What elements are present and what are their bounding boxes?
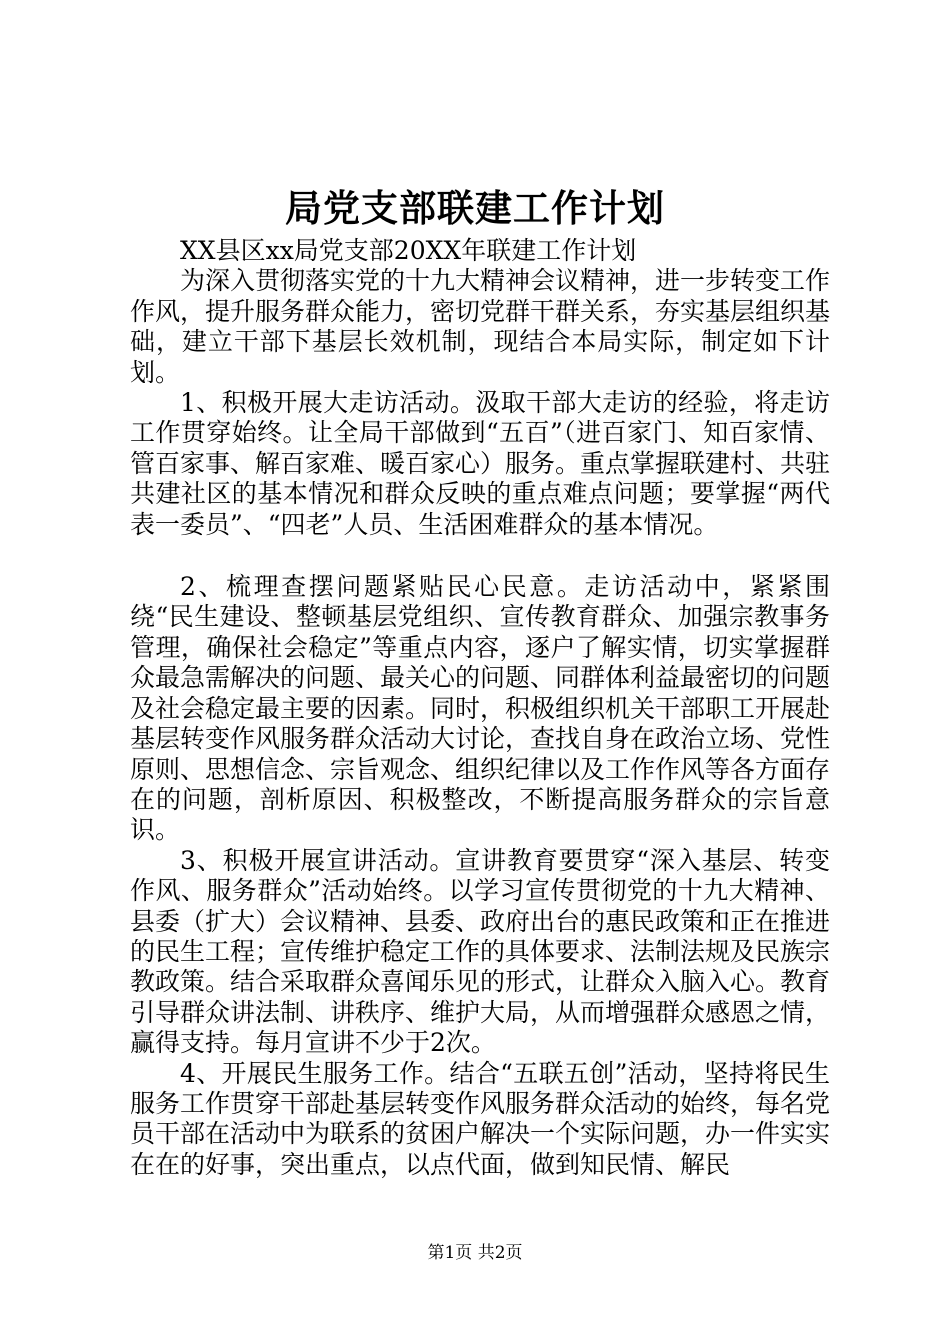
paragraph-item-2: 2、梳理查摆问题紧贴民心民意。走访活动中，紧紧围绕“民生建设、整顿基层党组织、宣传教育群众、加强宗教事务管理，确保社会稳定”等重点内容，逐户了解实情，切实掌握群众最急需解决的问题、最关心的问题、同群体利益最密切的问题及社会稳定最主要的因素。同时，积极组织机关干部职工开展赴基层转变作风服务群众活动大讨论，查找自身在政治立场、党性原则、思想信念、宗旨观念、组织纪律以及工作作风等各方面存在的问题，剖析原因、积极整改，不断提高服务群众的宗旨意识。 [130, 572, 831, 845]
document-subtitle: XX县区xx局党支部20XX年联建工作计划 [180, 236, 637, 265]
paragraph-item-4: 4、开展民生服务工作。结合“五联五创”活动，坚持将民生服务工作贯穿干部赴基层转变作风服务群众活动的始终，每名党员干部在活动中为联系的贫困户解决一个实际问题，办一件实实在在的好事，突出重点，以点代面，做到知民情、解民 [130, 1058, 831, 1179]
document-title: 局党支部联建工作计划 [285, 186, 665, 230]
page-number-footer: 第1页 共2页 [427, 1243, 523, 1263]
paragraph-item-1: 1、积极开展大走访活动。汲取干部大走访的经验，将走访工作贯穿始终。让全局干部做到“五百”（进百家门、知百家情、管百家事、解百家难、暖百家心）服务。重点掌握联建村、共驻共建社区的基本情况和群众反映的重点难点问题；要掌握“两代表一委员”、“四老”人员、生活困难群众的基本情况。 [130, 388, 831, 539]
paragraph-spacer [130, 540, 830, 572]
paragraph-intro: 为深入贯彻落实党的十九大精神会议精神，进一步转变工作作风，提升服务群众能力，密切党群干群关系，夯实基层组织基础，建立干部下基层长效机制，现结合本局实际，制定如下计划。 [130, 266, 831, 387]
paragraph-item-3: 3、积极开展宣讲活动。宣讲教育要贯穿“深入基层、转变作风、服务群众”活动始终。以学习宣传贯彻党的十九大精神、县委（扩大）会议精神、县委、政府出台的惠民政策和正在推进的民生工程；宣传维护稳定工作的具体要求、法制法规及民族宗教政策。结合采取群众喜闻乐见的形式，让群众入脑入心。教育引导群众讲法制、讲秩序、维护大局，从而增强群众感恩之情，赢得支持。每月宣讲不少于2次。 [130, 845, 831, 1058]
document-body [130, 236, 830, 1180]
